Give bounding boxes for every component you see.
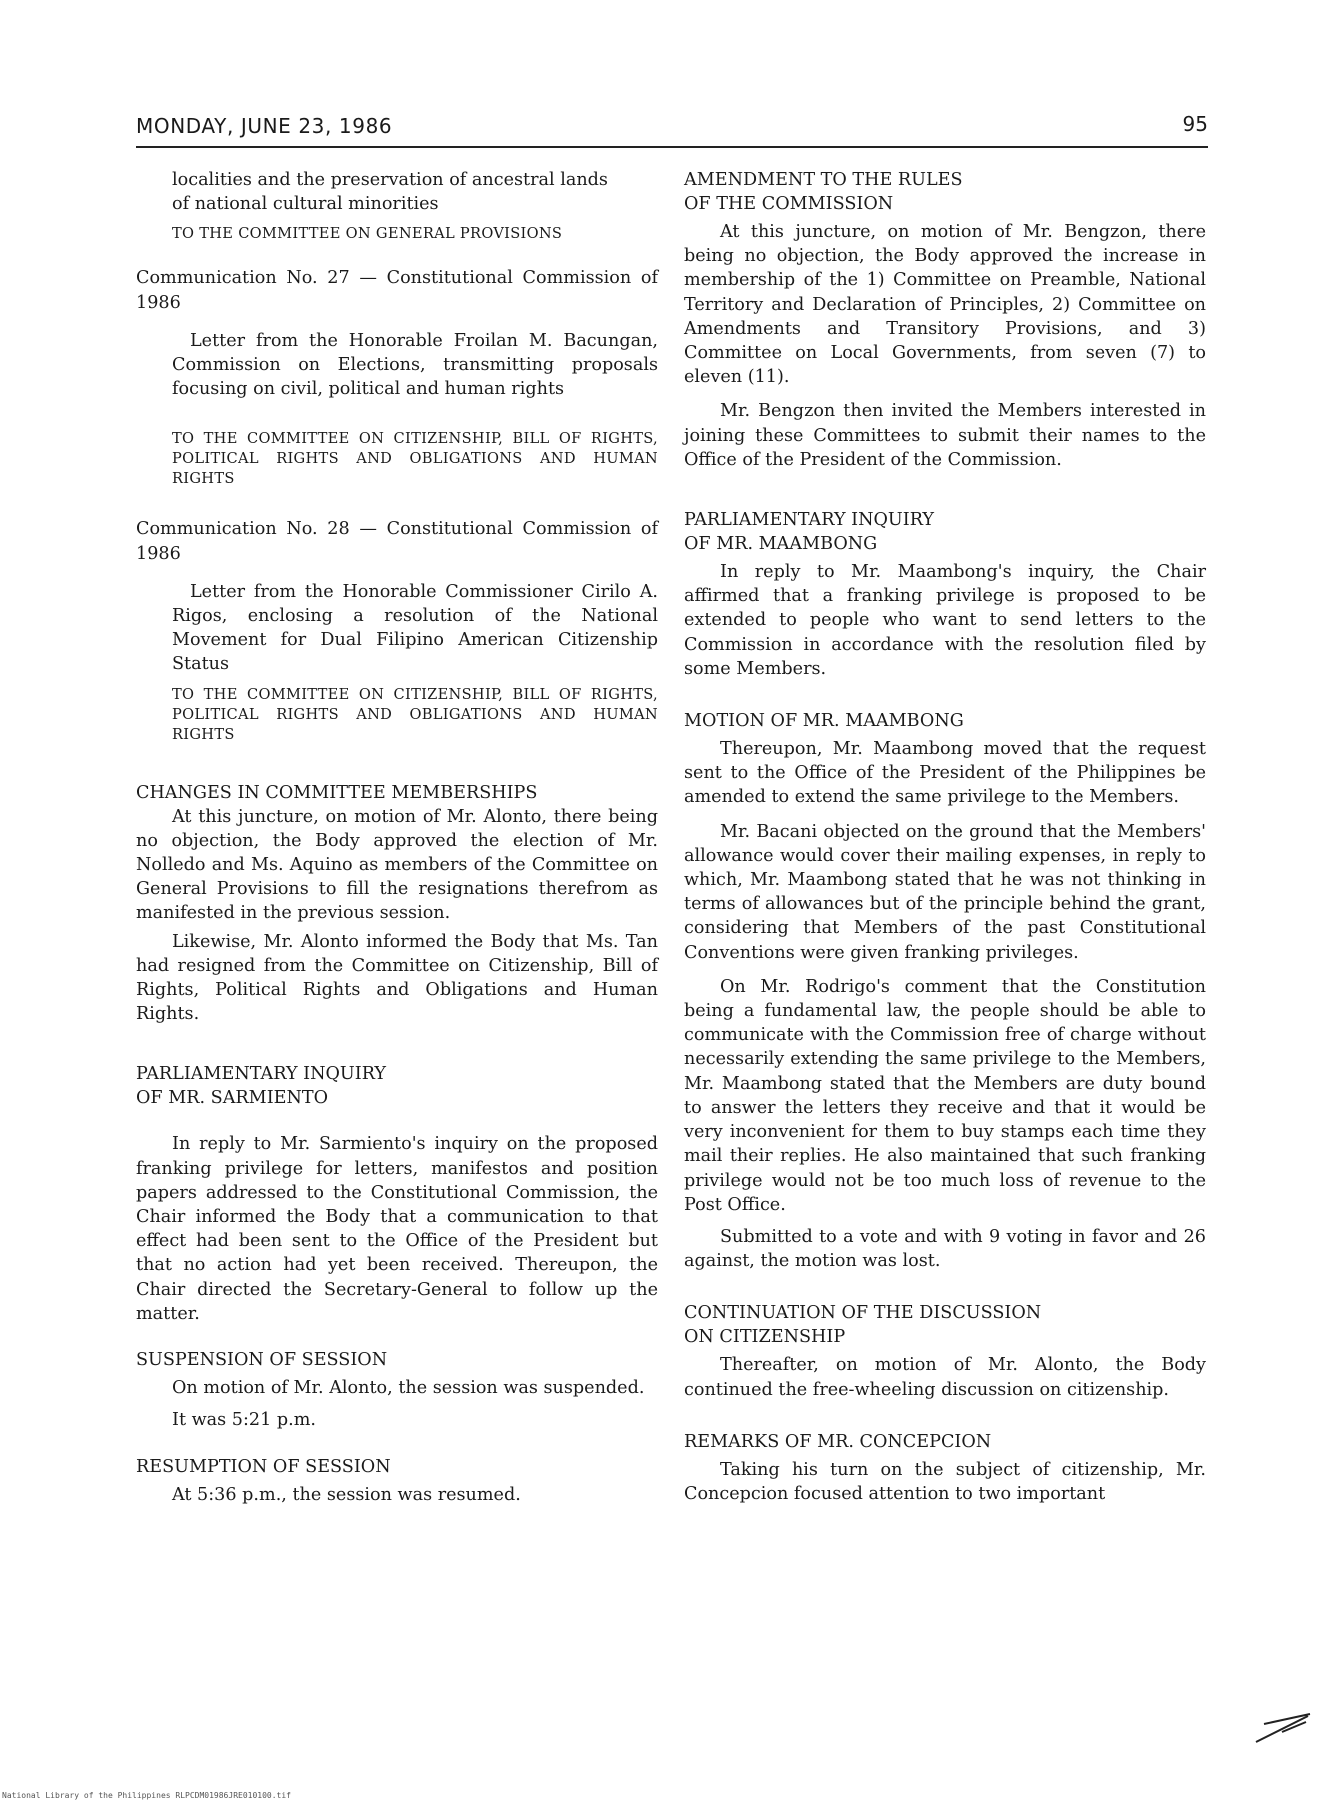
- paragraph: At this juncture, on motion of Mr. Bengzon, there being no objection, the Body approved the increase in membership of the 1) Committee on Preamble, National Territory and Declaration of Principles, 2) Committee on Amendments and Transitory Provisions, and 3) Committee on Local Governments, from seven (7) to eleven (11).: [684, 222, 1206, 388]
- continuation-arrow-icon: [1252, 1710, 1314, 1746]
- communication-title: Communication No. 27 — Constitutional Commission of 1986: [136, 268, 658, 313]
- section-heading: CONTINUATION OF THE DISCUSSION: [684, 1303, 1042, 1324]
- communication-body: Letter from the Honorable Commissioner Cirilo A. Rigos, enclosing a resolution of the National Movement for Dual Filipino American Citizenship Status: [172, 581, 658, 675]
- section-heading: PARLIAMENTARY INQUIRY: [136, 1064, 387, 1085]
- section-heading: ON CITIZENSHIP: [684, 1327, 846, 1348]
- scan-footer: National Library of the Philippines RLPCDM01986JRE010100.tif: [2, 1791, 291, 1800]
- page-header: [136, 110, 1208, 148]
- paragraph: At 5:36 p.m., the session was resumed.: [172, 1484, 521, 1505]
- section-heading: SUSPENSION OF SESSION: [136, 1350, 388, 1371]
- left-column: [136, 168, 658, 1507]
- right-column: [684, 168, 1206, 1506]
- paragraph: Taking his turn on the subject of citizenship, Mr. Concepcion focused attention to two important: [684, 1459, 1206, 1504]
- page-number: 95: [1182, 112, 1208, 136]
- paragraph: Submitted to a vote and with 9 voting in favor and 26 against, the motion was lost.: [684, 1226, 1206, 1272]
- section-heading: REMARKS OF MR. CONCEPCION: [684, 1431, 992, 1452]
- section-heading: PARLIAMENTARY INQUIRY: [684, 510, 935, 531]
- paragraph: Thereupon, Mr. Maambong moved that the request sent to the Office of the President of the Philippines be amended to extend the same privilege to the Members.: [684, 739, 1206, 808]
- paragraph: On Mr. Rodrigo's comment that the Constitution being a fundamental law, the people should be able to communicate with the Commission free of charge without necessarily extending the same privilege to the Members, Mr. Maambong stated that the Members are duty bound to answer the letters they receive and that it would be very inconvenient for them to buy stamps each time they mail their replies. He also maintained that such franking privilege would not be too much loss of revenue to the Post Office.: [684, 976, 1206, 1215]
- section-heading: OF MR. MAAMBONG: [684, 534, 878, 555]
- communication-title: Communication No. 28 — Constitutional Commission of 1986: [136, 519, 658, 564]
- paragraph: Likewise, Mr. Alonto informed the Body that Ms. Tan had resigned from the Committee on Citizenship, Bill of Rights, Political Rights and Obligations and Human Rights.: [136, 931, 658, 1025]
- committee-referral: TO THE COMMITTEE ON CITIZENSHIP, BILL OF RIGHTS, POLITICAL RIGHTS AND OBLIGATIONS AND HUMAN RIGHTS: [172, 430, 658, 488]
- committee-referral: TO THE COMMITTEE ON CITIZENSHIP, BILL OF RIGHTS, POLITICAL RIGHTS AND OBLIGATIONS AND HUMAN RIGHTS: [172, 685, 658, 743]
- paragraph: Mr. Bacani objected on the ground that the Members' allowance would cover their mailing expenses, in reply to which, Mr. Maambong stated that he was not thinking in terms of allowances but of the principle behind the grant, considering that Members of the past Constitutional Conventions were given franking privileges.: [684, 821, 1206, 963]
- paragraph: On motion of Mr. Alonto, the session was suspended.: [172, 1378, 645, 1399]
- section-heading: OF MR. SARMIENTO: [136, 1088, 329, 1109]
- committee-referral: TO THE COMMITTEE ON GENERAL PROVISIONS: [172, 225, 563, 243]
- paragraph: In reply to Mr. Maambong's inquiry, the Chair affirmed that a franking privilege is proposed to be extended to people who want to send letters to the Commission in accordance with the resolution filed by some Members.: [684, 562, 1206, 679]
- communication-body-block: [136, 580, 658, 745]
- paragraph: At this juncture, on motion of Mr. Alonto, there being no objection, the Body approved the election of Mr. Nolledo and Ms. Aquino as members of the Committee on General Provisions to fill the resignations therefrom as manifested in the previous session.: [136, 806, 658, 924]
- section-heading: RESUMPTION OF SESSION: [136, 1456, 391, 1477]
- communication-body: Letter from the Honorable Froilan M. Bacungan, Commission on Elections, transmitting proposals focusing on civil, political and human rights: [172, 330, 658, 400]
- paragraph: Thereafter, on motion of Mr. Alonto, the Body continued the free-wheeling discussion on citizenship.: [684, 1355, 1206, 1400]
- session-date: MONDAY, JUNE 23, 1986: [136, 114, 393, 138]
- intro-line: of national cultural minorities: [172, 194, 439, 215]
- paragraph: It was 5:21 p.m.: [172, 1410, 317, 1431]
- section-heading: CHANGES IN COMMITTEE MEMBERSHIPS: [136, 782, 538, 803]
- section-heading: MOTION OF MR. MAAMBONG: [684, 711, 964, 732]
- intro-block: [136, 168, 658, 244]
- paragraph: In reply to Mr. Sarmiento's inquiry on the proposed franking privilege for letters, manifestos and position papers addressed to the Constitutional Commission, the Chair informed the Body that a communication to that effect had been sent to the Office of the President but that no action had yet been received. Thereupon, the Chair directed the Secretary-General to follow up the matter.: [136, 1134, 658, 1324]
- communication-body-block: [136, 329, 658, 490]
- section-heading: OF THE COMMISSION: [684, 194, 894, 214]
- paragraph: Mr. Bengzon then invited the Members interested in joining these Committees to submit their names to the Office of the President of the Commission.: [684, 401, 1206, 470]
- section-heading: AMENDMENT TO THE RULES: [684, 170, 963, 190]
- intro-line: localities and the preservation of ancestral lands: [172, 170, 608, 190]
